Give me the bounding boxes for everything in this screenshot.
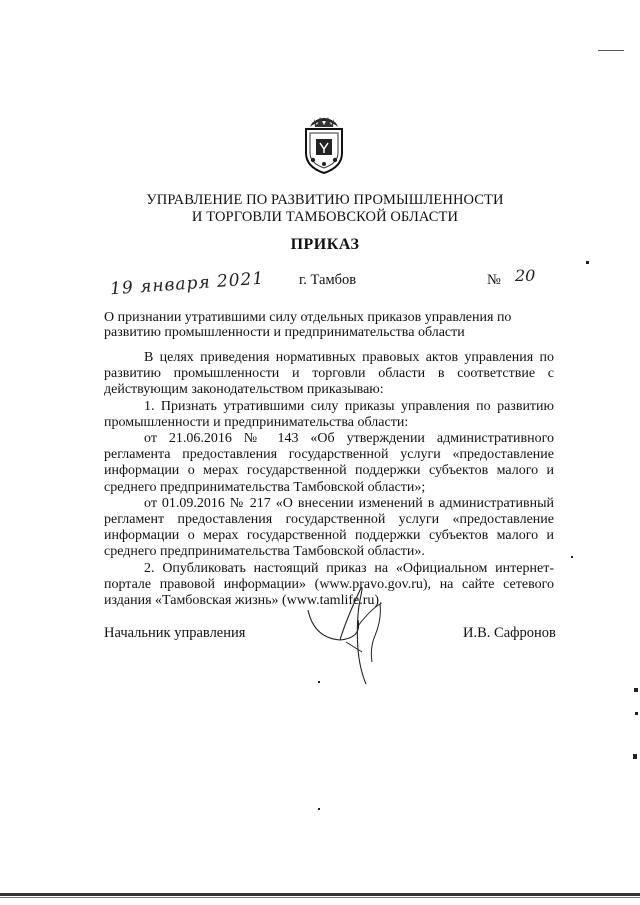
scan-artifact-mark xyxy=(318,681,320,683)
signatory-name: И.В. Сафронов xyxy=(463,625,556,641)
agency-name xyxy=(120,192,530,226)
agency-line-2: И ТОРГОВЛИ ТАМБОВСКОЙ ОБЛАСТИ xyxy=(191,209,459,225)
number-label: № xyxy=(487,272,501,288)
scan-artifact-mark xyxy=(571,556,573,558)
signatory-title: Начальник управления xyxy=(104,625,246,641)
scan-artifact-mark xyxy=(598,50,624,51)
document-body xyxy=(104,350,554,609)
city-label: г. Тамбов xyxy=(299,272,357,288)
handwritten-number: 20 xyxy=(515,266,536,285)
scan-artifact-mark xyxy=(635,712,638,715)
agency-line-1: УПРАВЛЕНИЕ ПО РАЗВИТИЮ ПРОМЫШЛЕННОСТИ xyxy=(146,192,504,208)
document-subject: О признании утратившими силу отдельных приказов управления по развитию промышленности и предпринимательства области xyxy=(104,310,512,340)
body-paragraph-2: 1. Признать утратившими силу приказы управления по развитию промышленности и предпринимательства области: xyxy=(104,398,554,430)
scan-bottom-edge-secondary xyxy=(0,897,640,898)
body-paragraph-5: 2. Опубликовать настоящий приказ на «Официальном интернет-портале правовой информации» (www.pravo.gov.ru), на сайте сетевого издания «Тамбовская жизнь» (www.tamlife.ru). xyxy=(104,560,554,609)
scan-bottom-edge xyxy=(0,893,640,896)
coat-of-arms-emblem xyxy=(300,113,348,175)
scan-artifact-mark xyxy=(633,754,637,759)
document-type-title: ПРИКАЗ xyxy=(290,236,360,253)
scan-artifact-mark xyxy=(318,808,320,810)
handwritten-date: 19 января 2021 xyxy=(109,268,265,300)
handwritten-signature xyxy=(300,580,400,690)
scan-artifact-mark xyxy=(586,261,589,264)
body-paragraph-4: от 01.09.2016 № 217 «О внесении изменений в административный регламент предоставления государственной услуги «предоставление информации о мерах государственной поддержки субъектов малого и среднего предпринимательства Тамбовской области». xyxy=(104,495,554,560)
scan-artifact-mark xyxy=(634,688,638,692)
body-paragraph-3: от 21.06.2016 № 143 «Об утверждении административного регламента предоставления государственной услуги «предоставление информации о мерах государственной поддержки субъектов малого и среднего предпринимательства Тамбовской области»; xyxy=(104,431,554,495)
body-paragraph-1: В целях приведения нормативных правовых актов управления по развитию промышленности и торговли области в соответствие с действующим законодательством приказываю: xyxy=(104,350,554,398)
